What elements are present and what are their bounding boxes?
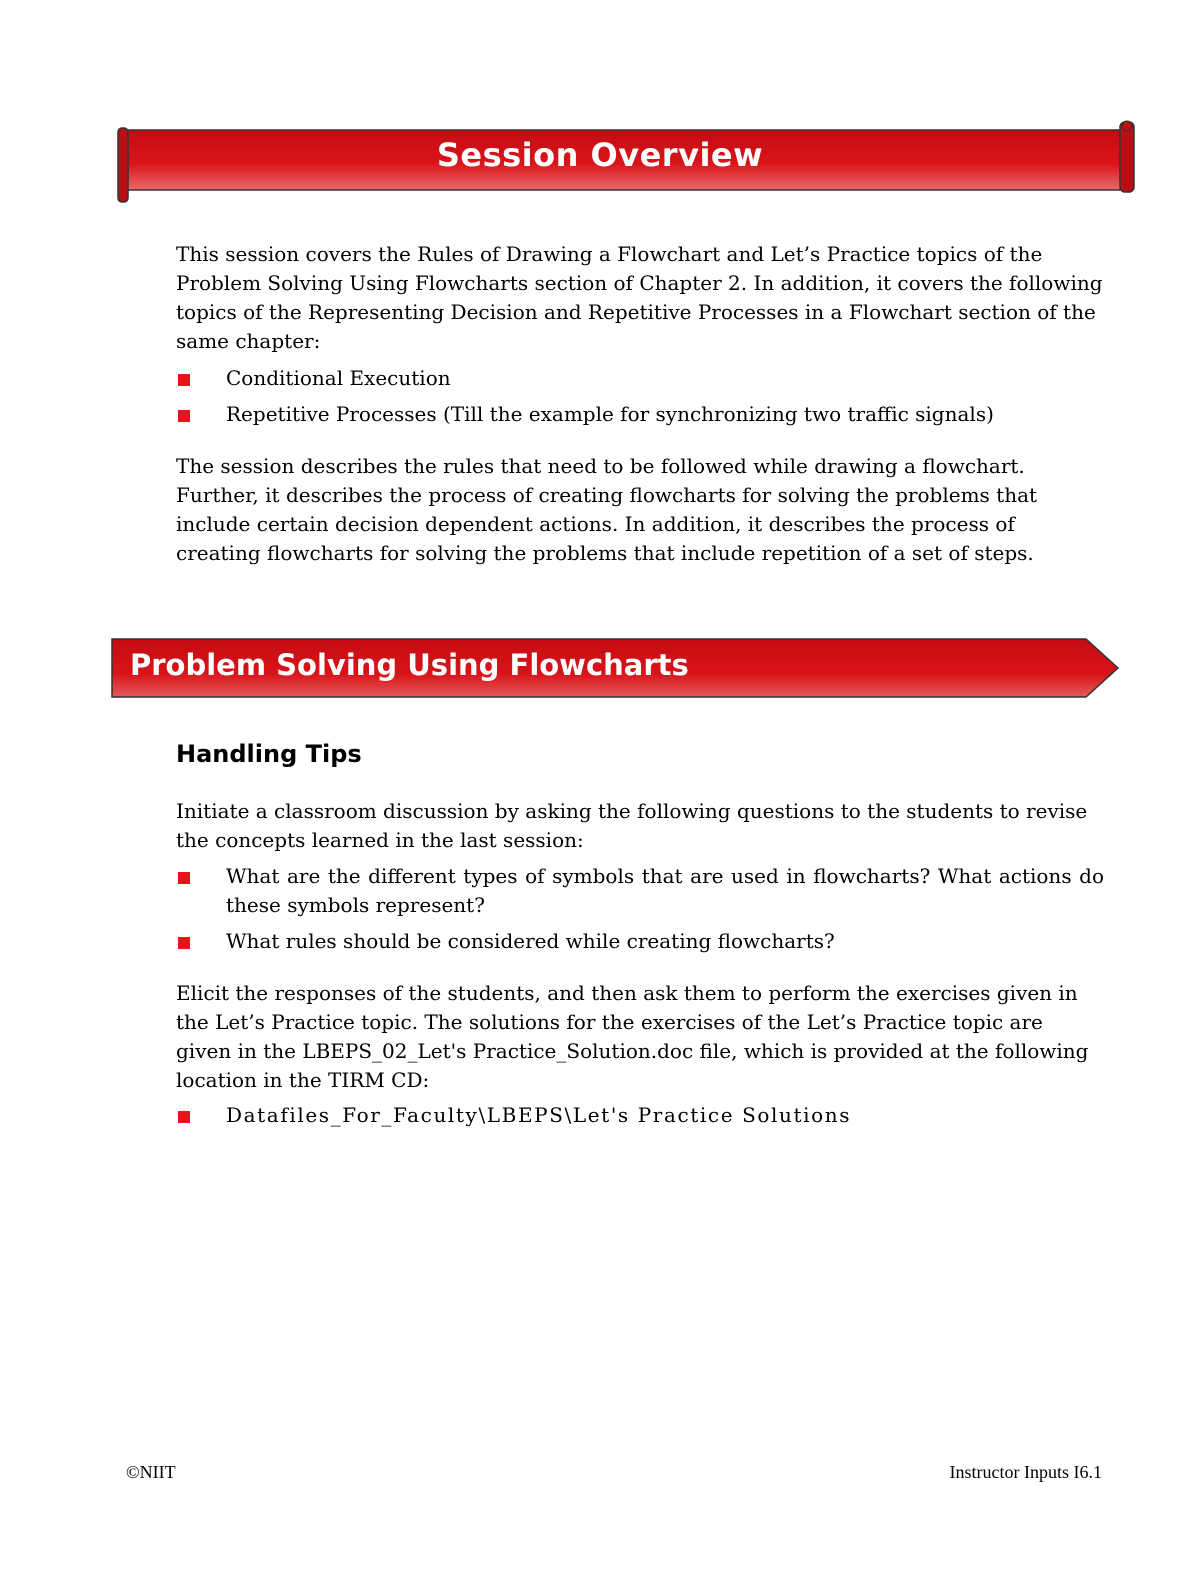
bullet-square-icon <box>178 410 190 422</box>
footer-copyright: ©NIIT <box>126 1462 176 1482</box>
session-intro-paragraph: This session covers the Rules of Drawing a Flowchart and Let’s Practice topics of the Problem Solving Using Flowcharts section of Chapter 2. In addition, it covers the following topics of the Representing Decision and Repetitive Processes in a Flowchart section of the same chapter: <box>176 242 1103 353</box>
file-path-text: Datafiles_For_Faculty\LBEPS\Let's Practice Solutions <box>226 1103 852 1127</box>
handling-tips-heading: Handling Tips <box>176 740 362 768</box>
list-item-text: Conditional Execution <box>226 366 451 390</box>
footer-page-label: Instructor Inputs I6.1 <box>949 1462 1102 1482</box>
list-item <box>176 927 1104 956</box>
bullet-square-icon <box>178 1111 190 1123</box>
bullet-square-icon <box>178 374 190 386</box>
bullet-square-icon <box>178 872 190 884</box>
section-title: Problem Solving Using Flowcharts <box>130 648 689 682</box>
list-item-text: What are the different types of symbols that are used in flowcharts? What actions do these symbols represent? <box>226 864 1104 917</box>
bullet-square-icon <box>178 937 190 949</box>
list-item <box>176 400 1104 429</box>
discussion-intro-paragraph: Initiate a classroom discussion by asking the following questions to the students to revise the concepts learned in the last session: <box>176 799 1088 852</box>
list-item <box>176 862 1104 920</box>
list-item <box>176 364 1104 393</box>
session-description-paragraph: The session describes the rules that need to be followed while drawing a flowchart. Further, it describes the process of creating flowcharts for solving the problems that include certain decision dependent actions. In addition, it describes the process of creating flowcharts for solving the problems that include repetition of a set of steps. <box>176 454 1038 565</box>
list-item-text: Repetitive Processes (Till the example for synchronizing two traffic signals) <box>226 402 994 426</box>
list-item-text: What rules should be considered while creating flowcharts? <box>226 929 835 953</box>
elicit-paragraph: Elicit the responses of the students, and then ask them to perform the exercises given in the Let’s Practice topic. The solutions for the exercises of the Let’s Practice topic are given in the LBEPS_02_Let's Practice_Solution.doc file, which is provided at the following location in the TIRM CD: <box>176 981 1089 1092</box>
list-item <box>176 1101 1104 1130</box>
session-overview-title: Session Overview <box>436 136 764 174</box>
